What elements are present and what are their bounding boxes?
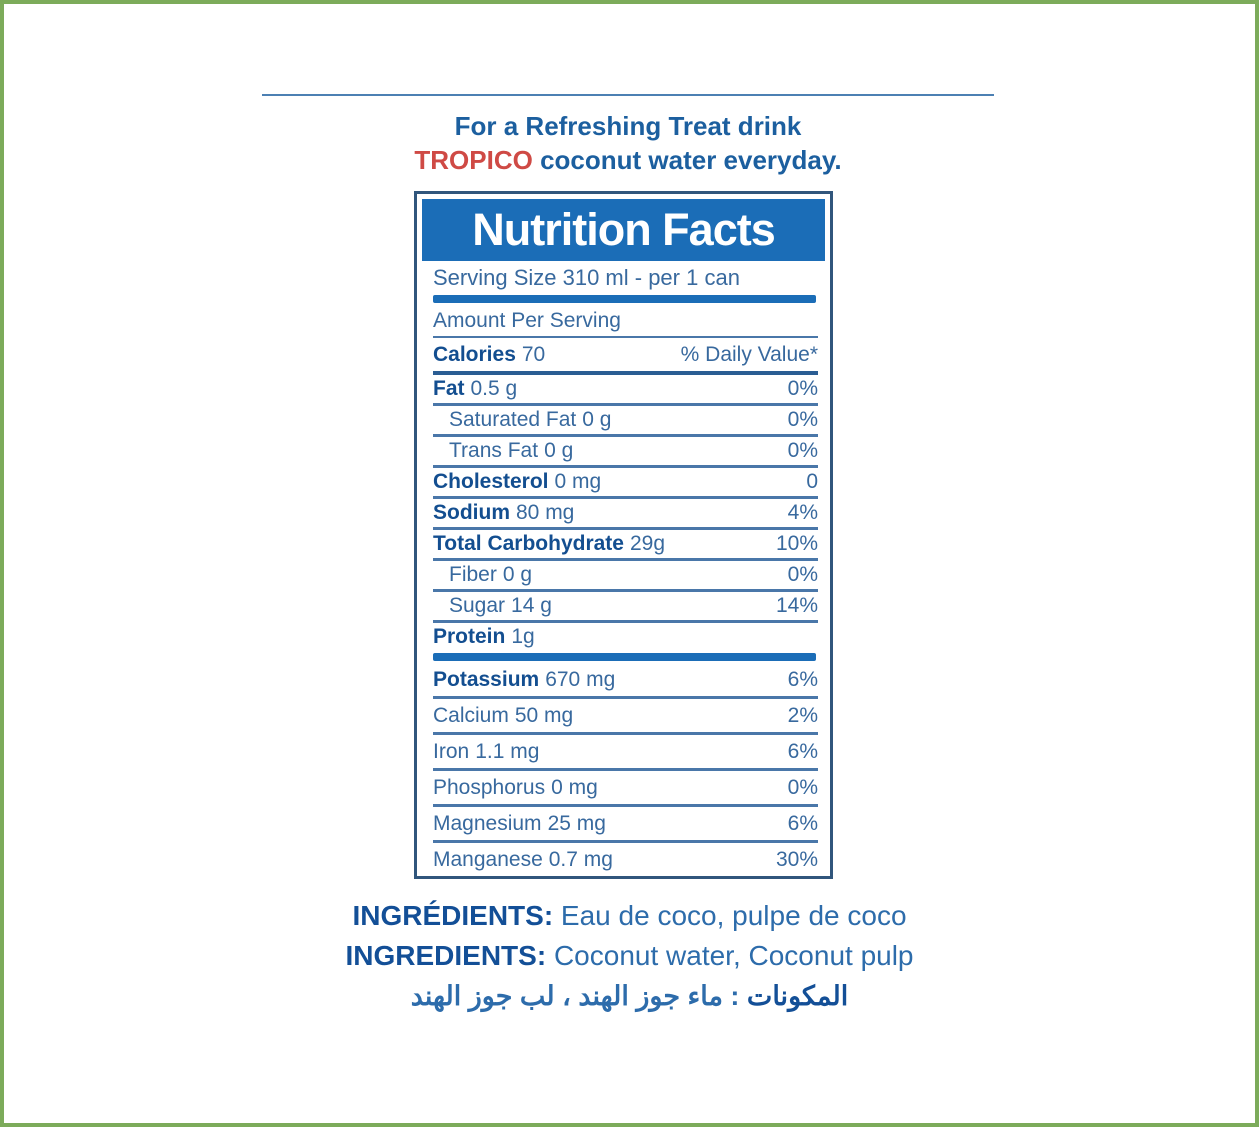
nutrient-daily-value: 14%: [775, 594, 818, 617]
nutrient-daily-value: 6%: [787, 667, 818, 691]
ingredients-line-ar: [4, 976, 1255, 1016]
nutrition-row: [433, 499, 818, 530]
nutrition-row: [433, 663, 818, 699]
nutrition-facts-title: Nutrition Facts: [422, 199, 825, 261]
nutrient-daily-value: 0%: [787, 408, 818, 431]
ingredients-line-fr: [4, 896, 1255, 936]
ingredients-section: [4, 896, 1255, 1016]
nutrition-facts-panel: [414, 191, 833, 879]
nutrient-name: Trans Fat 0 g: [449, 439, 574, 462]
nutrient-name: Protein 1g: [433, 625, 535, 648]
nutrition-row: [433, 468, 818, 499]
tagline-line1: For a Refreshing Treat drink: [454, 111, 802, 141]
ingredients-label-fr: INGRÉDIENTS:: [352, 900, 554, 931]
nutrient-daily-value: 6%: [787, 811, 818, 835]
nutrient-name: Calcium 50 mg: [433, 703, 574, 727]
nutrition-row: [433, 735, 818, 771]
section-divider-bar: [433, 653, 816, 661]
nutrient-name: Iron 1.1 mg: [433, 739, 540, 763]
nutrient-daily-value: 30%: [775, 847, 818, 871]
ingredients-label-en: INGREDIENTS:: [345, 940, 547, 971]
brand-name: TROPICO: [414, 145, 533, 175]
nutrition-row: [433, 592, 818, 623]
tagline-line2-rest: coconut water everyday.: [532, 145, 842, 175]
nutrient-daily-value: 2%: [787, 703, 818, 727]
nutrient-name: Manganese 0.7 mg: [433, 847, 613, 871]
nutrient-name: Saturated Fat 0 g: [449, 408, 612, 431]
nutrient-name: Sodium 80 mg: [433, 501, 575, 524]
nutrient-daily-value: 4%: [787, 501, 818, 524]
nutrient-daily-value: 0%: [787, 439, 818, 462]
nutrient-daily-value: 0%: [787, 563, 818, 586]
calories-label: Calories: [433, 342, 516, 366]
calories-row: [433, 338, 818, 375]
calories-value: 70: [521, 342, 546, 366]
calories-label-group: [433, 343, 545, 367]
ingredients-label-ar: المكونات: [746, 981, 849, 1011]
nutrient-name: Fiber 0 g: [449, 563, 533, 586]
nutrition-row: [433, 406, 818, 437]
nutrient-daily-value: 10%: [775, 532, 818, 555]
nutrient-name: Sugar 14 g: [449, 594, 552, 617]
nutrition-row: [433, 771, 818, 807]
nutrient-name: Total Carbohydrate 29g: [433, 532, 666, 555]
nutrition-row: [433, 807, 818, 843]
nutrition-rows: [433, 375, 818, 876]
nutrient-name: Magnesium 25 mg: [433, 811, 606, 835]
nutrient-daily-value: 0: [806, 470, 818, 493]
daily-value-header: % Daily Value*: [680, 342, 818, 366]
ingredients-line-en: [4, 936, 1255, 976]
section-divider-bar: [433, 295, 816, 303]
nutrition-row: [433, 843, 818, 876]
top-divider-line: [262, 94, 994, 96]
nutrient-name: Potassium 670 mg: [433, 667, 616, 691]
tagline: [262, 109, 994, 177]
nutrition-row: [433, 623, 818, 651]
nutrition-row: [433, 530, 818, 561]
nutrition-row: [433, 561, 818, 592]
ingredients-text-fr: Eau de coco, pulpe de coco: [553, 900, 907, 931]
nutrition-row: [433, 437, 818, 468]
tagline-line2: [262, 143, 994, 177]
nutrient-daily-value: 0%: [787, 377, 818, 400]
nutrient-name: Fat 0.5 g: [433, 377, 518, 400]
nutrient-name: Cholesterol 0 mg: [433, 470, 602, 493]
nutrition-row: [433, 699, 818, 735]
nutrition-facts-body: [417, 261, 830, 876]
ingredients-text-ar: : ماء جوز الهند ، لب جوز الهند: [410, 981, 747, 1011]
serving-size-row: Serving Size 310 ml - per 1 can: [433, 265, 740, 290]
nutrient-daily-value: 6%: [787, 739, 818, 763]
nutrition-row: [433, 375, 818, 406]
nutrient-name: Phosphorus 0 mg: [433, 775, 598, 799]
amount-per-serving-row: Amount Per Serving: [433, 305, 818, 338]
nutrient-daily-value: 0%: [787, 775, 818, 799]
ingredients-text-en: Coconut water, Coconut pulp: [546, 940, 914, 971]
